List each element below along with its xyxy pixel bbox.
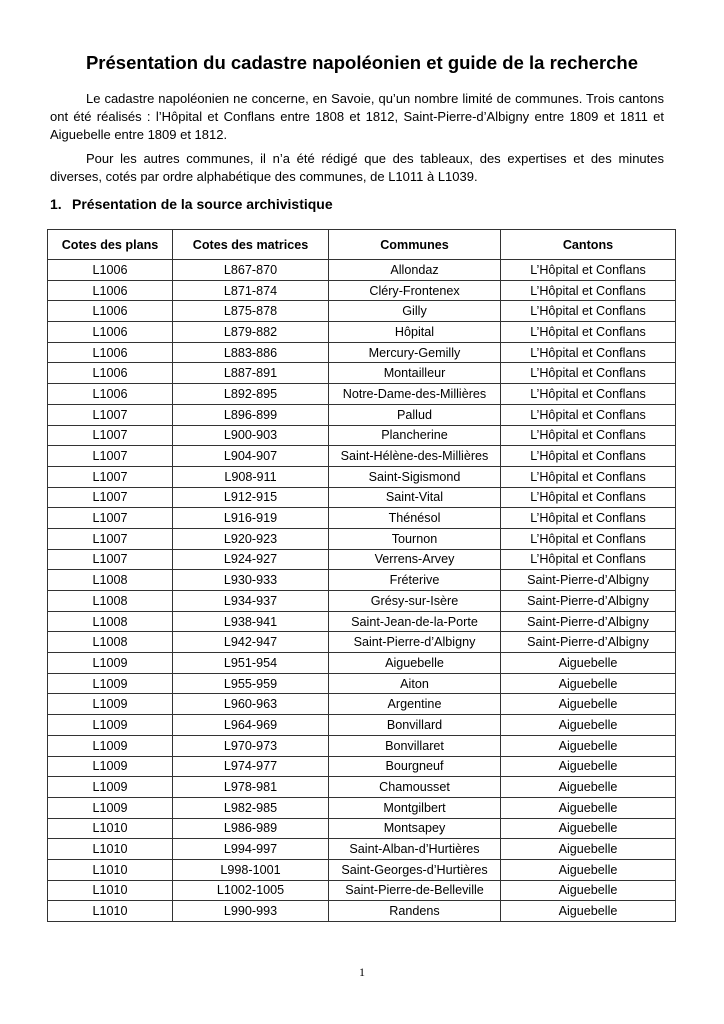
table-row [48, 549, 676, 570]
commune-cell: Saint-Pierre-d’Albigny [329, 632, 501, 653]
cote-plan-cell: L1007 [48, 528, 173, 549]
table-header-row [48, 230, 676, 260]
cote-plan-cell: L1010 [48, 880, 173, 901]
table-row [48, 673, 676, 694]
table-row [48, 322, 676, 343]
cote-matrice-cell: L883-886 [173, 342, 329, 363]
cote-plan-cell: L1010 [48, 859, 173, 880]
commune-cell: Montsapey [329, 818, 501, 839]
table-row [48, 570, 676, 591]
canton-cell: L’Hôpital et Conflans [501, 425, 676, 446]
commune-cell: Tournon [329, 528, 501, 549]
cote-matrice-cell: L930-933 [173, 570, 329, 591]
table-row [48, 818, 676, 839]
commune-cell: Hôpital [329, 322, 501, 343]
cote-plan-cell: L1006 [48, 384, 173, 405]
cote-plan-cell: L1007 [48, 425, 173, 446]
cote-matrice-cell: L990-993 [173, 901, 329, 922]
cote-plan-cell: L1008 [48, 611, 173, 632]
cote-matrice-cell: L887-891 [173, 363, 329, 384]
cote-matrice-cell: L904-907 [173, 446, 329, 467]
canton-cell: L’Hôpital et Conflans [501, 260, 676, 281]
cote-plan-cell: L1010 [48, 901, 173, 922]
cote-plan-cell: L1009 [48, 673, 173, 694]
cote-matrice-cell: L896-899 [173, 404, 329, 425]
table-row [48, 508, 676, 529]
commune-cell: Saint-Jean-de-la-Porte [329, 611, 501, 632]
cote-plan-cell: L1006 [48, 280, 173, 301]
cote-matrice-cell: L867-870 [173, 260, 329, 281]
cote-matrice-cell: L942-947 [173, 632, 329, 653]
cote-plan-cell: L1007 [48, 508, 173, 529]
commune-cell: Gilly [329, 301, 501, 322]
canton-cell: L’Hôpital et Conflans [501, 384, 676, 405]
cote-plan-cell: L1006 [48, 342, 173, 363]
table-row [48, 260, 676, 281]
table-body [48, 260, 676, 922]
table-row [48, 384, 676, 405]
table-row [48, 466, 676, 487]
canton-cell: L’Hôpital et Conflans [501, 508, 676, 529]
commune-cell: Mercury-Gemilly [329, 342, 501, 363]
canton-cell: L’Hôpital et Conflans [501, 280, 676, 301]
cote-plan-cell: L1009 [48, 715, 173, 736]
commune-cell: Saint-Hélène-des-Millières [329, 446, 501, 467]
canton-cell: Saint-Pierre-d’Albigny [501, 611, 676, 632]
cote-matrice-cell: L998-1001 [173, 859, 329, 880]
commune-cell: Montgilbert [329, 797, 501, 818]
cote-plan-cell: L1009 [48, 756, 173, 777]
commune-cell: Saint-Alban-d’Hurtières [329, 839, 501, 860]
commune-cell: Cléry-Frontenex [329, 280, 501, 301]
table-row [48, 487, 676, 508]
canton-cell: Aiguebelle [501, 859, 676, 880]
canton-cell: Aiguebelle [501, 756, 676, 777]
cote-matrice-cell: L986-989 [173, 818, 329, 839]
commune-cell: Verrens-Arvey [329, 549, 501, 570]
cote-plan-cell: L1010 [48, 818, 173, 839]
cote-matrice-cell: L960-963 [173, 694, 329, 715]
commune-cell: Bonvillaret [329, 735, 501, 756]
page-number: 1 [359, 965, 365, 979]
cote-plan-cell: L1008 [48, 591, 173, 612]
canton-cell: Aiguebelle [501, 818, 676, 839]
table-row [48, 363, 676, 384]
cote-matrice-cell: L920-923 [173, 528, 329, 549]
table-row [48, 715, 676, 736]
commune-cell: Grésy-sur-Isère [329, 591, 501, 612]
cote-plan-cell: L1006 [48, 260, 173, 281]
cote-matrice-cell: L892-895 [173, 384, 329, 405]
cote-plan-cell: L1008 [48, 570, 173, 591]
cote-matrice-cell: L924-927 [173, 549, 329, 570]
cote-matrice-cell: L994-997 [173, 839, 329, 860]
table-row [48, 280, 676, 301]
table-row [48, 880, 676, 901]
table-row [48, 404, 676, 425]
canton-cell: L’Hôpital et Conflans [501, 549, 676, 570]
commune-cell: Chamousset [329, 777, 501, 798]
commune-cell: Notre-Dame-des-Millières [329, 384, 501, 405]
cote-matrice-cell: L879-882 [173, 322, 329, 343]
commune-cell: Saint-Sigismond [329, 466, 501, 487]
table-row [48, 342, 676, 363]
canton-cell: L’Hôpital et Conflans [501, 301, 676, 322]
table-row [48, 859, 676, 880]
commune-cell: Saint-Georges-d’Hurtières [329, 859, 501, 880]
cote-matrice-cell: L871-874 [173, 280, 329, 301]
table-row [48, 425, 676, 446]
canton-cell: Aiguebelle [501, 673, 676, 694]
cote-matrice-cell: L900-903 [173, 425, 329, 446]
canton-cell: Saint-Pierre-d’Albigny [501, 591, 676, 612]
commune-cell: Bourgneuf [329, 756, 501, 777]
cote-plan-cell: L1007 [48, 466, 173, 487]
cote-plan-cell: L1006 [48, 322, 173, 343]
cote-plan-cell: L1010 [48, 839, 173, 860]
cote-matrice-cell: L978-981 [173, 777, 329, 798]
page-title: Présentation du cadastre napoléonien et guide de la recherche [85, 52, 639, 73]
cote-plan-cell: L1009 [48, 777, 173, 798]
header-cantons: Cantons [501, 230, 676, 260]
header-communes: Communes [329, 230, 501, 260]
commune-cell: Aiton [329, 673, 501, 694]
commune-cell: Saint-Vital [329, 487, 501, 508]
canton-cell: Aiguebelle [501, 735, 676, 756]
cote-matrice-cell: L908-911 [173, 466, 329, 487]
canton-cell: L’Hôpital et Conflans [501, 363, 676, 384]
commune-cell: Argentine [329, 694, 501, 715]
cote-plan-cell: L1009 [48, 653, 173, 674]
cote-matrice-cell: L974-977 [173, 756, 329, 777]
canton-cell: L’Hôpital et Conflans [501, 342, 676, 363]
table-row [48, 611, 676, 632]
cadastre-table [47, 229, 676, 922]
commune-cell: Saint-Pierre-de-Belleville [329, 880, 501, 901]
cote-matrice-cell: L970-973 [173, 735, 329, 756]
cote-plan-cell: L1007 [48, 446, 173, 467]
canton-cell: Aiguebelle [501, 777, 676, 798]
cote-matrice-cell: L982-985 [173, 797, 329, 818]
other-communes-paragraph: Pour les autres communes, il n’a été rédigé que des tableaux, des expertises et des minutes diverses, cotés par ordre alphabétique des communes, de L1011 à L1039. [50, 151, 664, 184]
canton-cell: L’Hôpital et Conflans [501, 466, 676, 487]
cote-plan-cell: L1009 [48, 797, 173, 818]
table-row [48, 777, 676, 798]
canton-cell: Aiguebelle [501, 715, 676, 736]
cote-plan-cell: L1007 [48, 404, 173, 425]
canton-cell: L’Hôpital et Conflans [501, 404, 676, 425]
table-row [48, 839, 676, 860]
header-cotes-matrices: Cotes des matrices [173, 230, 329, 260]
cote-matrice-cell: L951-954 [173, 653, 329, 674]
canton-cell: L’Hôpital et Conflans [501, 487, 676, 508]
cote-matrice-cell: L1002-1005 [173, 880, 329, 901]
canton-cell: Aiguebelle [501, 694, 676, 715]
canton-cell: L’Hôpital et Conflans [501, 446, 676, 467]
cote-matrice-cell: L912-915 [173, 487, 329, 508]
canton-cell: Aiguebelle [501, 797, 676, 818]
cote-matrice-cell: L938-941 [173, 611, 329, 632]
table-row [48, 591, 676, 612]
cote-plan-cell: L1006 [48, 363, 173, 384]
commune-cell: Randens [329, 901, 501, 922]
table-row [48, 694, 676, 715]
canton-cell: L’Hôpital et Conflans [501, 322, 676, 343]
commune-cell: Plancherine [329, 425, 501, 446]
intro-paragraph: Le cadastre napoléonien ne concerne, en Savoie, qu’un nombre limité de communes. Trois cantons ont été réalisés : l’Hôpital et Conflans entre 1808 et 1812, Saint-Pierre-d’Albigny entre 1809 et 1811 et Aiguebelle entre 1809 et 1812. [50, 91, 664, 142]
cote-plan-cell: L1007 [48, 549, 173, 570]
header-cotes-plans: Cotes des plans [48, 230, 173, 260]
commune-cell: Thénésol [329, 508, 501, 529]
commune-cell: Montailleur [329, 363, 501, 384]
canton-cell: Aiguebelle [501, 901, 676, 922]
cote-matrice-cell: L964-969 [173, 715, 329, 736]
commune-cell: Aiguebelle [329, 653, 501, 674]
section-heading [50, 196, 333, 212]
canton-cell: Aiguebelle [501, 880, 676, 901]
section-title: Présentation de la source archivistique [72, 196, 333, 212]
table-row [48, 901, 676, 922]
canton-cell: Aiguebelle [501, 653, 676, 674]
cote-plan-cell: L1008 [48, 632, 173, 653]
table-row [48, 735, 676, 756]
cote-plan-cell: L1009 [48, 694, 173, 715]
commune-cell: Pallud [329, 404, 501, 425]
cote-matrice-cell: L934-937 [173, 591, 329, 612]
cote-matrice-cell: L875-878 [173, 301, 329, 322]
canton-cell: Saint-Pierre-d’Albigny [501, 632, 676, 653]
commune-cell: Fréterive [329, 570, 501, 591]
canton-cell: Aiguebelle [501, 839, 676, 860]
table-row [48, 653, 676, 674]
cote-matrice-cell: L955-959 [173, 673, 329, 694]
commune-cell: Bonvillard [329, 715, 501, 736]
section-number: 1. [50, 196, 62, 212]
table-row [48, 301, 676, 322]
cote-plan-cell: L1006 [48, 301, 173, 322]
commune-cell: Allondaz [329, 260, 501, 281]
table-row [48, 632, 676, 653]
table-row [48, 797, 676, 818]
table-row [48, 756, 676, 777]
cote-plan-cell: L1009 [48, 735, 173, 756]
table-row [48, 528, 676, 549]
cote-matrice-cell: L916-919 [173, 508, 329, 529]
table-row [48, 446, 676, 467]
cote-plan-cell: L1007 [48, 487, 173, 508]
canton-cell: L’Hôpital et Conflans [501, 528, 676, 549]
canton-cell: Saint-Pierre-d’Albigny [501, 570, 676, 591]
